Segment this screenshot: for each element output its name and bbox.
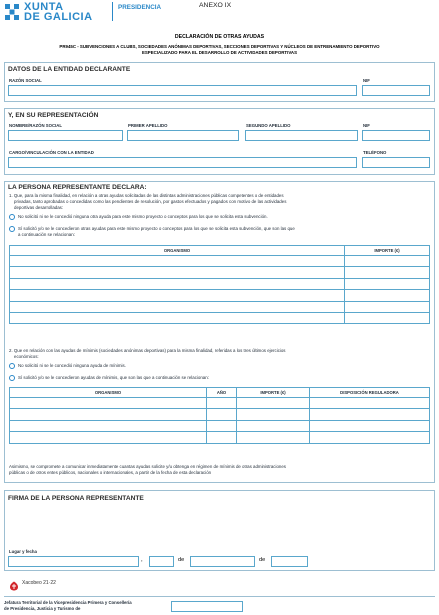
- table-header-row: [10, 388, 430, 398]
- day-field[interactable]: [149, 556, 174, 567]
- footer-divider: [4, 596, 435, 597]
- point2-text-line2: económicos:: [14, 354, 39, 359]
- table-header-ano: AÑO: [207, 388, 237, 398]
- xunta-logo: [4, 3, 20, 21]
- option1b-text-line2: a continuación se relacionan:: [18, 232, 75, 237]
- nombre-label: NOMBRE/RAZÓN SOCIAL: [9, 123, 62, 128]
- razon-social-label: RAZÓN SOCIAL: [9, 78, 42, 83]
- table-header-organismo: ORGANISMO: [10, 388, 207, 398]
- primer-apellido-label: PRIMER APELLIDO: [128, 123, 168, 128]
- rep-nif-label: NIF: [363, 123, 370, 128]
- xacobeo-logo: [9, 578, 19, 588]
- point1-text-line1: 1. Que, para la misma finalidad, en relación a otras ayudas solicitadas de las distintas administraciones públicas competentes o de entidades: [9, 193, 284, 198]
- telefono-field[interactable]: [362, 157, 430, 168]
- option1a-text: No solicitó ni se le concedió ninguna otra ayuda para este mismo proyecto o conceptos para los que se solicita esta subvención.: [18, 214, 268, 219]
- brand-name-line2: DE GALICIA: [24, 11, 93, 23]
- segundo-apellido-label: SEGUNDO APELLIDO: [246, 123, 291, 128]
- table-row: [10, 409, 430, 420]
- primer-apellido-field[interactable]: [127, 130, 239, 141]
- point1-text-line2: privadas, tanto aprobadas o concedidas como las pendientes de resolución, por gastos efectuados y pagados con motivo de las actividades: [14, 199, 287, 204]
- place-date-label: Lugar y fecha: [9, 549, 37, 554]
- table-header-disposicion: DISPOSICIÓN REGULADORA: [310, 388, 430, 398]
- annex-label: ANEXO IX: [199, 2, 232, 9]
- table-row: [10, 278, 430, 289]
- table-header-importe: IMPORTE (€): [345, 246, 430, 256]
- table-header-organismo: ORGANISMO: [10, 246, 345, 256]
- option2b-radio[interactable]: [9, 375, 15, 381]
- entity-section-title: DATOS DE LA ENTIDAD DECLARANTE: [8, 66, 131, 73]
- jefatura-line1: Jefatura Territorial de la Vicepresidencia Primera y Consellería: [4, 600, 132, 605]
- table-row: [10, 267, 430, 278]
- table-row: [10, 301, 430, 312]
- rep-nif-field[interactable]: [362, 130, 430, 141]
- date-de-2: de: [259, 557, 266, 563]
- option1a-radio[interactable]: [9, 214, 15, 220]
- cargo-label: CARGO/VINCULACIÓN CON LA ENTIDAD: [9, 150, 94, 155]
- table-row: [10, 290, 430, 301]
- minimis-aids-table: [9, 387, 430, 444]
- entity-nif-field[interactable]: [362, 85, 430, 96]
- document-subtitle-line1: PR945C - SUBVENCIONES A CLUBS, SOCIEDADES ANÓNIMAS DEPORTIVAS, SECCIONES DEPORTIVAS Y NÚCLEOS DE ENTRENAMIENTO DEPORTIVO: [59, 44, 380, 49]
- signature-section-title: FIRMA DE LA PERSONA REPRESENTANTE: [8, 495, 144, 502]
- telefono-label: TELÉFONO: [363, 150, 387, 155]
- point2-text-line1: 2. Que en relación con las ayudas de mínimis (sociedades anónimas deportivas) para la misma finalidad, referidas a los tres últimos ejercicios: [9, 348, 286, 353]
- xunta-shield-icon: [4, 3, 20, 21]
- table-row: [10, 256, 430, 267]
- option2a-radio[interactable]: [9, 363, 15, 369]
- entity-nif-label: NIF: [363, 78, 370, 83]
- year-field[interactable]: [271, 556, 308, 567]
- final-commitment-line2: públicas o de otros entes públicos, nacionales o internacionales, a partir de la fecha de esta declaración: [9, 470, 212, 475]
- table-row: [10, 312, 430, 323]
- option2a-text: No solicitó ni se le concedió ninguna ayuda de mínimis.: [18, 363, 126, 368]
- brand-divider: [112, 2, 113, 21]
- department-name: PRESIDENCIA: [118, 4, 162, 11]
- point1-text-line3: deportivas desarrolladas:: [14, 205, 64, 210]
- place-field[interactable]: [8, 556, 139, 567]
- declaration-section-title: LA PERSONA REPRESENTANTE DECLARA:: [8, 184, 147, 191]
- jefatura-field[interactable]: [171, 601, 243, 612]
- table-header-row: [10, 246, 430, 256]
- option2b-text: Sí solicitó y/o se le concedieron ayudas de mínimis, que son las que a continuación se relacionan:: [18, 375, 209, 380]
- segundo-apellido-field[interactable]: [245, 130, 358, 141]
- xacobeo-icon: [9, 581, 19, 591]
- other-aids-table: [9, 245, 430, 324]
- cargo-field[interactable]: [8, 157, 357, 168]
- month-field[interactable]: [190, 556, 255, 567]
- xacobeo-label: Xacobeo 21·22: [22, 580, 56, 586]
- nombre-field[interactable]: [8, 130, 123, 141]
- jefatura-line2: de Presidencia, Justicia y Turismo de: [4, 606, 81, 611]
- document-title: DECLARACIÓN DE OTRAS AYUDAS: [174, 34, 265, 40]
- document-subtitle-line2: ESPECIALIZADO PARA EL DESARROLLO DE ACTIVIDADES DEPORTIVAS: [141, 50, 298, 55]
- razon-social-field[interactable]: [8, 85, 357, 96]
- place-date-comma: ,: [141, 557, 143, 563]
- table-row: [10, 432, 430, 443]
- table-row: [10, 420, 430, 431]
- table-header-importe: IMPORTE (€): [237, 388, 310, 398]
- representative-section-title: Y, EN SU REPRESENTACIÓN: [8, 112, 99, 119]
- brand-name-line1: XUNTA: [24, 1, 64, 13]
- table-row: [10, 398, 430, 409]
- date-de-1: de: [178, 557, 185, 563]
- option1b-text-line1: Sí solicitó y/o se le concedieron otras ayudas para este mismo proyecto o conceptos para los que se solicita esta subvención, que son las que: [18, 226, 295, 231]
- final-commitment-line1: Asimismo, se compromete a comunicar inmediatamente cuantas ayudas solicite y/u obtenga en régimen de mínimis de otras administraciones: [9, 464, 286, 469]
- option1b-radio[interactable]: [9, 226, 15, 232]
